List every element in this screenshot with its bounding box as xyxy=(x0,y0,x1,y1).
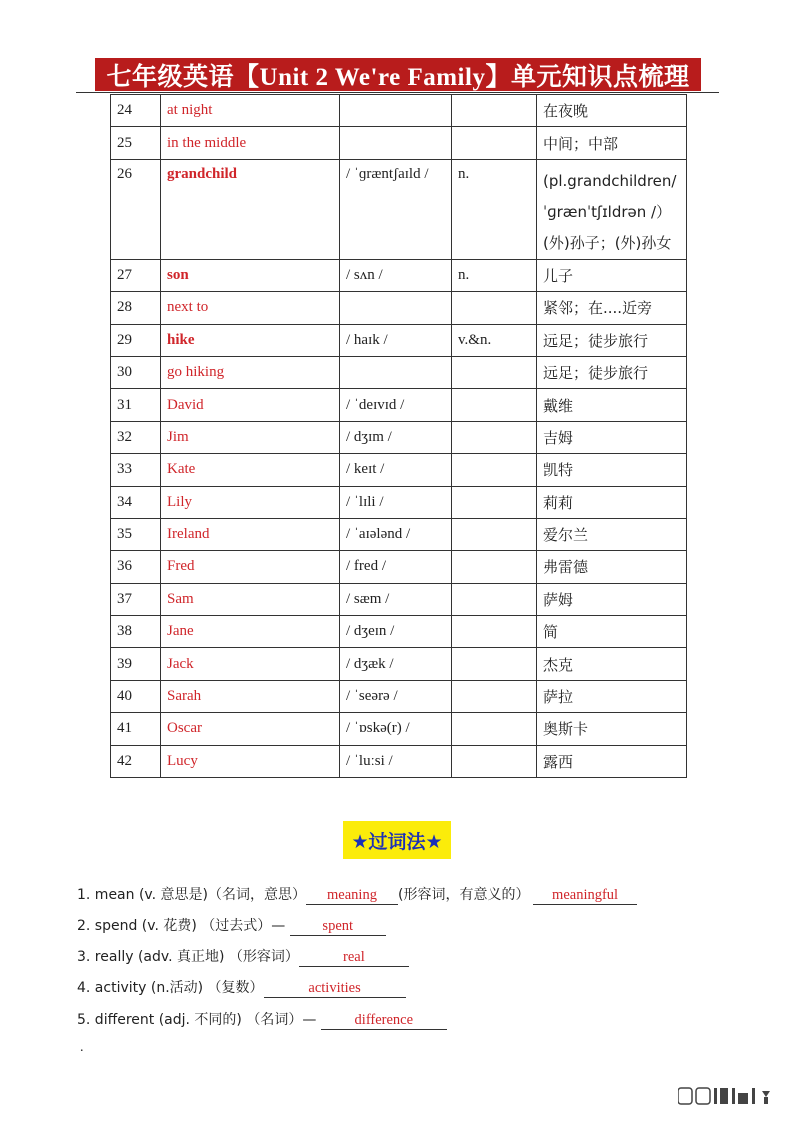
exercise-2 xyxy=(77,915,386,936)
part-of-speech xyxy=(452,454,537,486)
vocab-word: next to xyxy=(161,292,340,324)
part-of-speech xyxy=(452,356,537,388)
exercise-prompt-middle: (形容词，有意义的） xyxy=(397,887,530,903)
table-row xyxy=(111,259,687,291)
row-number: 27 xyxy=(111,259,161,291)
table-row xyxy=(111,356,687,388)
exercise-1 xyxy=(77,884,637,905)
chinese-meaning xyxy=(537,518,687,550)
phonetic: / ˈdeɪvɪd / xyxy=(340,389,452,421)
vocab-word: Ireland xyxy=(161,518,340,550)
row-number: 24 xyxy=(111,95,161,127)
phonetic: / ˈseərə / xyxy=(340,680,452,712)
exercise-prompt: 5. different (adj. 不同的) （名词）— xyxy=(77,1012,321,1028)
table-row xyxy=(111,454,687,486)
row-number: 39 xyxy=(111,648,161,680)
part-of-speech xyxy=(452,389,537,421)
part-of-speech xyxy=(452,648,537,680)
row-number: 32 xyxy=(111,421,161,453)
table-row xyxy=(111,648,687,680)
phonetic: / ˈlɪli / xyxy=(340,486,452,518)
meaning-line: 戴维 xyxy=(543,396,574,415)
meaning-line: 远足；徒步旅行 xyxy=(543,364,649,383)
answer-blank: meaningful xyxy=(533,887,637,905)
chinese-meaning xyxy=(537,421,687,453)
answer-blank: meaning xyxy=(306,887,398,905)
meaning-line: 吉姆 xyxy=(543,428,574,447)
chinese-meaning xyxy=(537,292,687,324)
chinese-meaning xyxy=(537,551,687,583)
vocab-word: Kate xyxy=(161,454,340,486)
table-row xyxy=(111,616,687,648)
table-row xyxy=(111,292,687,324)
vocab-word: Sam xyxy=(161,583,340,615)
chinese-meaning xyxy=(537,648,687,680)
vocab-word: Fred xyxy=(161,551,340,583)
phonetic: / haɪk / xyxy=(340,324,452,356)
chinese-meaning xyxy=(537,356,687,388)
row-number: 40 xyxy=(111,680,161,712)
meaning-line: 儿子 xyxy=(543,266,574,285)
vocab-word: David xyxy=(161,389,340,421)
vocab-word: grandchild xyxy=(161,159,340,259)
vocab-word: Jane xyxy=(161,616,340,648)
row-number: 41 xyxy=(111,713,161,745)
table-row xyxy=(111,680,687,712)
vocab-word: go hiking xyxy=(161,356,340,388)
phonetic: / dʒeɪn / xyxy=(340,616,452,648)
meaning-line: 凯特 xyxy=(543,461,574,480)
chinese-meaning xyxy=(537,389,687,421)
part-of-speech xyxy=(452,421,537,453)
part-of-speech xyxy=(452,486,537,518)
exercise-prompt: 4. activity (n.活动) （复数） xyxy=(77,980,264,996)
answer-blank: activities xyxy=(264,980,406,998)
phonetic xyxy=(340,95,452,127)
section-title: ★过词法★ xyxy=(351,830,443,853)
row-number: 25 xyxy=(111,127,161,159)
chinese-meaning xyxy=(537,324,687,356)
table-row xyxy=(111,583,687,615)
phonetic xyxy=(340,127,452,159)
part-of-speech xyxy=(452,518,537,550)
table-row xyxy=(111,551,687,583)
part-of-speech xyxy=(452,583,537,615)
meaning-line: 露西 xyxy=(543,752,574,771)
row-number: 28 xyxy=(111,292,161,324)
phonetic xyxy=(340,356,452,388)
meaning-line: 莉莉 xyxy=(543,493,574,512)
vocab-word: Lily xyxy=(161,486,340,518)
meaning-line: 远足；徒步旅行 xyxy=(543,331,649,350)
vocab-word: Oscar xyxy=(161,713,340,745)
phonetic: / ˈɒskə(r) / xyxy=(340,713,452,745)
row-number: 34 xyxy=(111,486,161,518)
vocab-word: Lucy xyxy=(161,745,340,777)
trailing-dot: . xyxy=(80,1040,84,1055)
meaning-line: 萨拉 xyxy=(543,688,574,707)
phonetic: / dʒɪm / xyxy=(340,421,452,453)
exercise-prompt: 1. mean (v. 意思是)（名词，意思） xyxy=(77,887,306,903)
exercise-4 xyxy=(77,977,406,998)
table-row xyxy=(111,486,687,518)
vocabulary-table xyxy=(110,94,687,778)
part-of-speech xyxy=(452,95,537,127)
chinese-meaning xyxy=(537,713,687,745)
phonetic: / sæm / xyxy=(340,583,452,615)
vocab-word: hike xyxy=(161,324,340,356)
meaning-line: (外)孙子；(外)孙女 xyxy=(543,233,672,252)
chinese-meaning xyxy=(537,454,687,486)
exercise-prompt: 3. really (adv. 真正地) （形容词） xyxy=(77,949,299,965)
part-of-speech xyxy=(452,745,537,777)
phonetic xyxy=(340,292,452,324)
table-row xyxy=(111,518,687,550)
row-number: 33 xyxy=(111,454,161,486)
chinese-meaning xyxy=(537,159,687,259)
title-divider xyxy=(76,92,719,93)
table-row xyxy=(111,745,687,777)
phonetic: / dʒæk / xyxy=(340,648,452,680)
exercise-5 xyxy=(77,1009,447,1030)
part-of-speech xyxy=(452,713,537,745)
chinese-meaning xyxy=(537,745,687,777)
table-row xyxy=(111,95,687,127)
meaning-line: 紧邻；在....近旁 xyxy=(543,299,653,318)
table-row xyxy=(111,324,687,356)
part-of-speech: n. xyxy=(452,159,537,259)
part-of-speech: n. xyxy=(452,259,537,291)
vocab-word: Sarah xyxy=(161,680,340,712)
table-row xyxy=(111,127,687,159)
meaning-line: 在夜晚 xyxy=(543,102,589,121)
table-row xyxy=(111,421,687,453)
phonetic: / ˈaɪələnd / xyxy=(340,518,452,550)
part-of-speech xyxy=(452,127,537,159)
watermark-logo-icon xyxy=(678,1085,776,1107)
chinese-meaning xyxy=(537,583,687,615)
meaning-line: ˈɡrænˈtʃɪldrən /） xyxy=(543,202,672,221)
exercise-3 xyxy=(77,946,409,967)
vocab-word: Jack xyxy=(161,648,340,680)
row-number: 42 xyxy=(111,745,161,777)
vocab-word: Jim xyxy=(161,421,340,453)
chinese-meaning xyxy=(537,486,687,518)
part-of-speech xyxy=(452,551,537,583)
row-number: 26 xyxy=(111,159,161,259)
chinese-meaning xyxy=(537,680,687,712)
chinese-meaning xyxy=(537,127,687,159)
row-number: 35 xyxy=(111,518,161,550)
table-row xyxy=(111,713,687,745)
phonetic: / keɪt / xyxy=(340,454,452,486)
vocab-word: son xyxy=(161,259,340,291)
part-of-speech xyxy=(452,680,537,712)
meaning-line: 奥斯卡 xyxy=(543,720,589,739)
part-of-speech xyxy=(452,616,537,648)
row-number: 37 xyxy=(111,583,161,615)
vocab-word: at night xyxy=(161,95,340,127)
chinese-meaning xyxy=(537,259,687,291)
phonetic: / fred / xyxy=(340,551,452,583)
meaning-line: (pl.grandchildren/ xyxy=(543,171,677,190)
page-title: 七年级英语【Unit 2 We're Family】单元知识点梳理 xyxy=(106,63,690,91)
table-row xyxy=(111,159,687,259)
answer-blank: real xyxy=(299,949,409,967)
row-number: 31 xyxy=(111,389,161,421)
row-number: 29 xyxy=(111,324,161,356)
meaning-line: 爱尔兰 xyxy=(543,526,589,545)
meaning-line: 萨姆 xyxy=(543,590,574,609)
part-of-speech: v.&n. xyxy=(452,324,537,356)
row-number: 30 xyxy=(111,356,161,388)
page-title-banner xyxy=(95,58,701,91)
table-row xyxy=(111,389,687,421)
vocab-word: in the middle xyxy=(161,127,340,159)
answer-blank: difference xyxy=(321,1012,447,1030)
meaning-line: 中间；中部 xyxy=(543,134,619,153)
meaning-line: 弗雷德 xyxy=(543,558,589,577)
meaning-line: 简 xyxy=(543,623,559,642)
row-number: 36 xyxy=(111,551,161,583)
chinese-meaning xyxy=(537,95,687,127)
phonetic: / sʌn / xyxy=(340,259,452,291)
exercise-prompt: 2. spend (v. 花费) （过去式）— xyxy=(77,918,290,934)
part-of-speech xyxy=(452,292,537,324)
answer-blank: spent xyxy=(290,918,386,936)
meaning-line: 杰克 xyxy=(543,655,574,674)
section-badge xyxy=(343,821,451,859)
row-number: 38 xyxy=(111,616,161,648)
phonetic: / ˈɡræntʃaɪld / xyxy=(340,159,452,259)
chinese-meaning xyxy=(537,616,687,648)
phonetic: / ˈluːsi / xyxy=(340,745,452,777)
